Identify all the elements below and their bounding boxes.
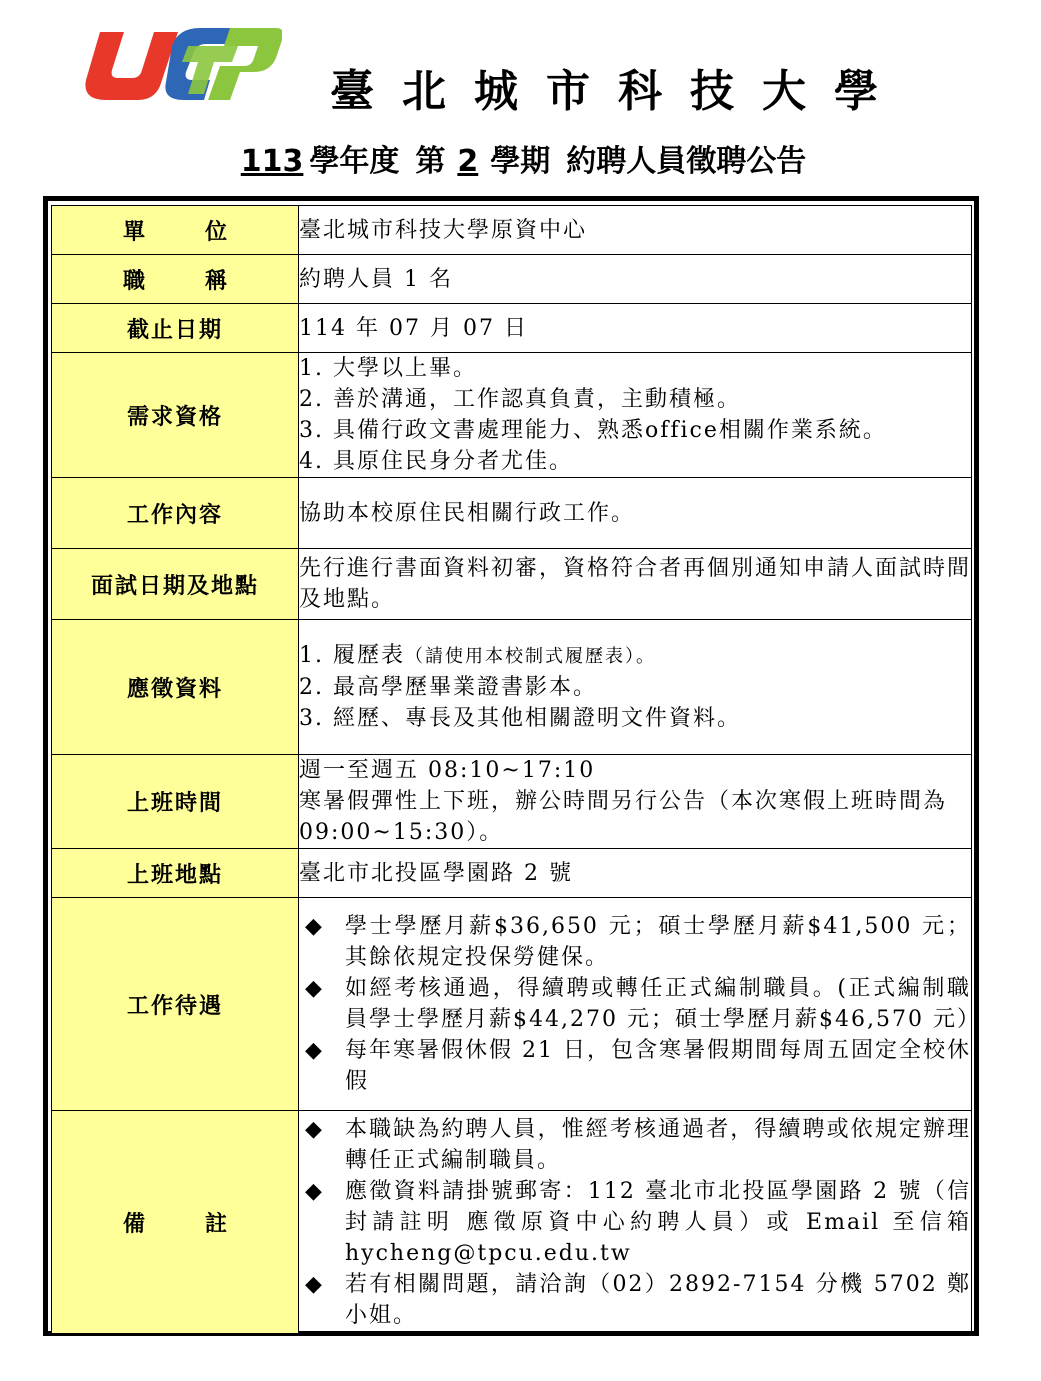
row-duties xyxy=(52,478,972,549)
term-prefix: 第 xyxy=(415,144,446,179)
value-title: 約聘人員 1 名 xyxy=(299,255,972,304)
diamond-bullet-icon: ◆ xyxy=(305,1038,324,1063)
row-title xyxy=(52,255,972,304)
row-requirements xyxy=(52,353,972,478)
school-logo xyxy=(80,22,282,102)
term-suffix: 學期 xyxy=(490,144,551,179)
row-hours xyxy=(52,755,972,849)
salary-item: ◆ 每年寒暑假休假 21 日，包含寒暑假期間每周五固定全校休假 xyxy=(299,1035,971,1097)
academic-year: 113 xyxy=(240,144,304,179)
row-remarks xyxy=(52,1111,972,1334)
salary-item: ◆ 如經考核通過，得續聘或轉任正式編制職員。(正式編制職員學士學歷月薪$44,270 元；碩士學歷月薪$46,570 元） xyxy=(299,973,971,1035)
label-application-docs: 應徵資料 xyxy=(52,620,299,755)
term-number: 2 xyxy=(457,144,479,179)
value-location: 臺北市北投區學園路 2 號 xyxy=(299,849,972,898)
notice-title xyxy=(0,140,1041,184)
value-hours: 週一至週五 08:10~17:10 寒暑假彈性上下班，辦公時間另行公告（本次寒假上班時間為 09:00~15:30）。 xyxy=(299,755,972,849)
notice-heading: 約聘人員徵聘公告 xyxy=(566,144,807,179)
remark-item: ◆ 應徵資料請掛號郵寄：112 臺北市北投區學園路 2 號（信封請註明 應徵原資中心約聘人員）或 Email 至信箱 hycheng@tpcu.edu.tw xyxy=(299,1176,971,1269)
label-interview: 面試日期及地點 xyxy=(52,549,299,620)
value-salary xyxy=(299,898,981,1111)
label-location: 上班地點 xyxy=(52,849,299,898)
remark-item: ◆ 若有相關問題，請洽詢（02）2892-7154 分機 5702 鄭小姐。 xyxy=(299,1269,971,1331)
diamond-bullet-icon: ◆ xyxy=(305,914,324,939)
label-duties: 工作內容 xyxy=(52,478,299,549)
row-application-docs xyxy=(52,620,972,755)
value-requirements: 1. 大學以上畢。 2. 善於溝通，工作認真負責，主動積極。 3. 具備行政文書處理能力、熟悉office相關作業系統。 4. 具原住民身分者尤佳。 xyxy=(299,353,972,478)
academic-year-label: 學年度 xyxy=(309,144,400,179)
value-duties: 協助本校原住民相關行政工作。 xyxy=(299,478,972,549)
remark-item: ◆ 本職缺為約聘人員，惟經考核通過者，得續聘或依規定辦理轉任正式編制職員。 xyxy=(299,1114,971,1176)
row-deadline xyxy=(52,304,972,353)
value-interview: 先行進行書面資料初審，資格符合者再個別通知申請人面試時間及地點。 xyxy=(299,549,972,620)
value-unit: 臺北城市科技大學原資中心 xyxy=(299,206,972,255)
label-remarks: 備註 xyxy=(52,1111,299,1334)
diamond-bullet-icon: ◆ xyxy=(305,1178,324,1204)
row-location xyxy=(52,849,972,898)
value-remarks xyxy=(299,1111,972,1334)
label-requirements: 需求資格 xyxy=(52,353,299,478)
school-name: 臺北城市科技大學 xyxy=(330,66,906,117)
label-hours: 上班時間 xyxy=(52,755,299,849)
job-info-table xyxy=(51,205,981,1334)
diamond-bullet-icon: ◆ xyxy=(305,976,324,1001)
diamond-bullet-icon: ◆ xyxy=(305,1116,324,1142)
diamond-bullet-icon: ◆ xyxy=(305,1271,324,1297)
label-salary: 工作待遇 xyxy=(52,898,299,1111)
label-unit: 單位 xyxy=(52,206,299,255)
label-deadline: 截止日期 xyxy=(52,304,299,353)
row-unit xyxy=(52,206,972,255)
value-deadline: 114 年 07 月 07 日 xyxy=(299,304,972,353)
value-application-docs: 1. 履歷表（請使用本校制式履歷表）。 2. 最高學歷畢業證書影本。 3. 經歷、專長及其他相關證明文件資料。 xyxy=(299,620,972,755)
salary-item: ◆ 學士學歷月薪$36,650 元；碩士學歷月薪$41,500 元；其餘依規定投保勞健保。 xyxy=(299,911,971,973)
row-interview xyxy=(52,549,972,620)
label-title: 職稱 xyxy=(52,255,299,304)
row-salary xyxy=(52,898,972,1111)
